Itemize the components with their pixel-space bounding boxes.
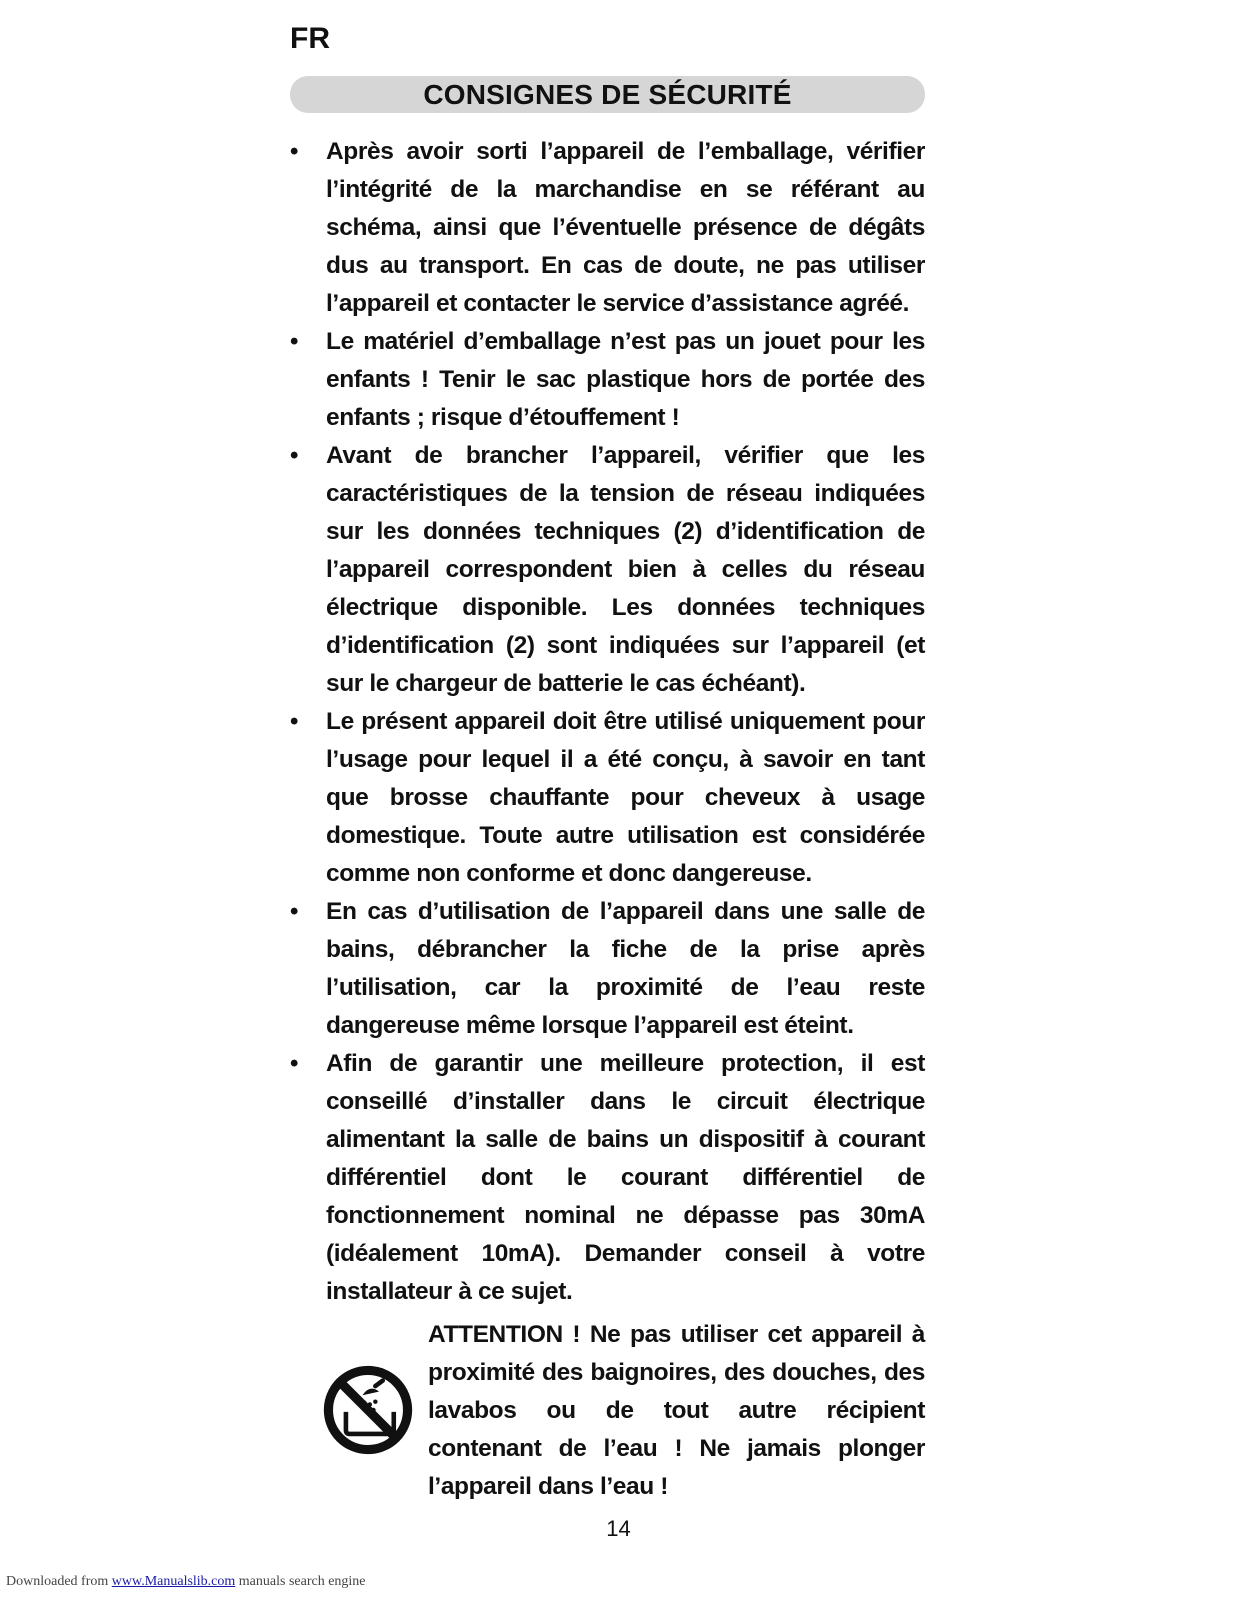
footer-suffix: manuals search engine	[235, 1574, 366, 1589]
list-item-text: Après avoir sorti l’appareil de l’emballage, vérifier l’intégrité de la marchandise en se référant au schéma, ainsi que l’éventuelle présence de dégâts dus au transport. En cas de doute, ne pas utiliser l’appareil et contacter le service d’assistance agréé.	[326, 138, 925, 317]
manualslib-link[interactable]: www.Manualslib.com	[111, 1574, 236, 1589]
list-item	[290, 437, 925, 703]
bullet-icon: •	[290, 708, 299, 735]
list-item	[290, 133, 925, 323]
list-item-text: En cas d’utilisation de l’appareil dans une salle de bains, débrancher la fiche de la prise après l’utilisation, car la proximité de l’eau reste dangereuse même lorsque l’appareil est éteint.	[326, 898, 925, 1039]
water-warning	[320, 1316, 925, 1506]
list-item	[290, 893, 925, 1045]
section-title: CONSIGNES DE SÉCURITÉ	[290, 76, 925, 113]
bullet-icon: •	[290, 442, 299, 469]
list-item-text: Le matériel d’emballage n’est pas un jouet pour les enfants ! Tenir le sac plastique hors de portée des enfants ; risque d’étouffement !	[326, 328, 925, 431]
bullet-icon: •	[290, 1050, 299, 1077]
bullet-icon: •	[290, 898, 299, 925]
page-number: 14	[606, 1516, 631, 1541]
list-item	[290, 1045, 925, 1311]
bullet-icon: •	[290, 328, 299, 355]
list-item-text: Avant de brancher l’appareil, vérifier que les caractéristiques de la tension de réseau indiquées sur les données techniques (2) d’identification de l’appareil correspondent bien à celles du réseau électrique disponible. Les données techniques d’identification (2) sont indiquées sur l’appareil (et sur le chargeur de batterie le cas échéant).	[326, 442, 925, 697]
no-water-icon	[322, 1364, 414, 1456]
language-code: FR	[290, 22, 330, 55]
list-item-text: Afin de garantir une meilleure protection, il est conseillé d’installer dans le circuit électrique alimentant la salle de bains un dispositif à courant différentiel dont le courant différentiel de fonctionnement nominal ne dépasse pas 30mA (idéalement 10mA). Demander conseil à votre installateur à ce sujet.	[326, 1050, 925, 1305]
list-item	[290, 323, 925, 437]
download-footer	[6, 1573, 366, 1591]
list-item	[290, 703, 925, 893]
bullet-icon: •	[290, 138, 299, 165]
safety-instructions-list	[290, 133, 925, 1311]
warning-text: ATTENTION ! Ne pas utiliser cet appareil à proximité des baignoires, des douches, des lavabos ou de tout autre récipient contenant de l’eau ! Ne jamais plonger l’appareil dans l’eau !	[428, 1321, 925, 1500]
list-item-text: Le présent appareil doit être utilisé uniquement pour l’usage pour lequel il a été conçu, à savoir en tant que brosse chauffante pour cheveux à usage domestique. Toute autre utilisation est considérée comme non conforme et donc dangereuse.	[326, 708, 925, 887]
footer-prefix: Downloaded from	[6, 1574, 112, 1589]
